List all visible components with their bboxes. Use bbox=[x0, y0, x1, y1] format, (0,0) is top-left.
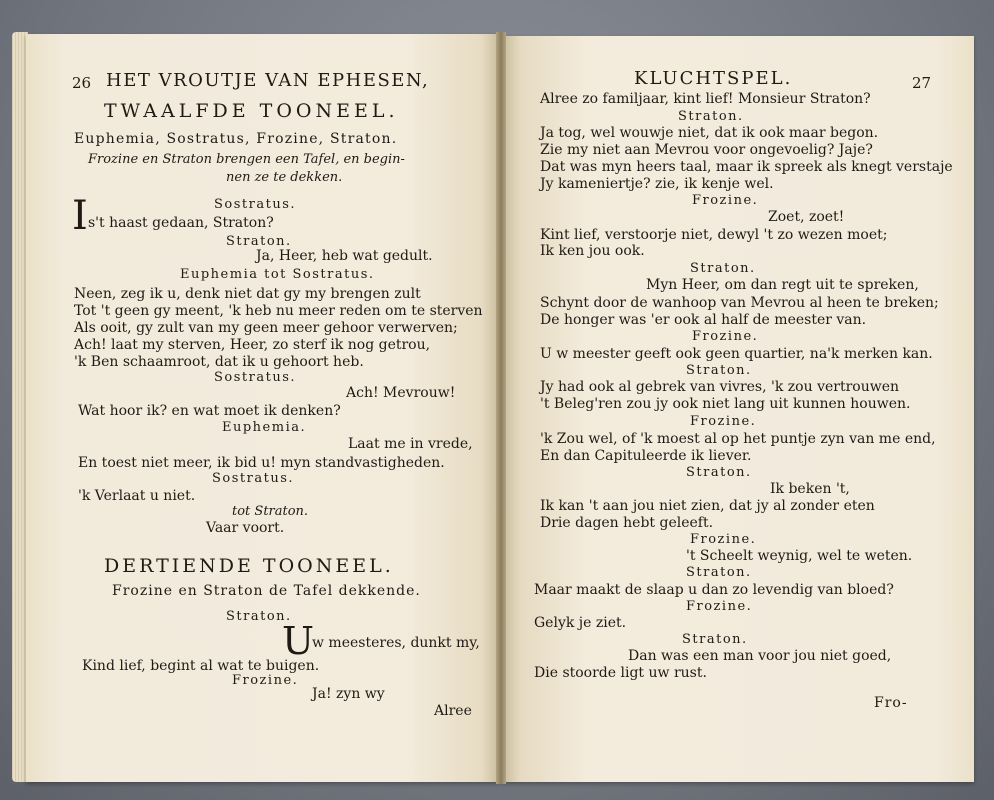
verse-line: Gelyk je ziet. bbox=[534, 615, 627, 631]
speaker-name: Frozine. bbox=[232, 673, 299, 688]
verse-line: w meesteres, dunkt my, bbox=[312, 635, 480, 651]
verse-line: Kind lief, begint al wat te buigen. bbox=[82, 658, 320, 674]
speaker-name: Sostratus. bbox=[212, 471, 294, 486]
speaker-name: Sostratus. bbox=[214, 197, 296, 212]
verse-line: Ik ken jou ook. bbox=[540, 243, 645, 259]
verse-line: s't haast gedaan, Straton? bbox=[88, 215, 274, 231]
scene-title: DERTIENDE TOONEEL. bbox=[104, 555, 394, 577]
character-list: Euphemia, Sostratus, Frozine, Straton. bbox=[74, 131, 398, 147]
verse-line: Zie my niet aan Mevrou voor ongevoelig? Jaje? bbox=[540, 142, 873, 158]
verse-line: Drie dagen hebt geleeft. bbox=[540, 515, 714, 531]
verse-line: Myn Heer, om dan regt uit te spreken, bbox=[646, 277, 919, 293]
drop-cap: I bbox=[72, 193, 88, 239]
speaker-name: Straton. bbox=[226, 234, 292, 249]
book-gutter bbox=[496, 32, 506, 784]
verse-line: Kint lief, verstoorje niet, dewyl 't zo wezen moet; bbox=[540, 227, 888, 243]
speaker-name: Frozine. bbox=[692, 193, 759, 208]
verse-line: 'k Zou wel, of 'k moest al op het puntje zyn van me end, bbox=[540, 431, 936, 447]
speaker-name: Frozine. bbox=[692, 329, 759, 344]
verse-line: De honger was 'er ook al half de meester van. bbox=[540, 312, 867, 328]
speaker-name: Straton. bbox=[226, 609, 292, 624]
verse-line: 't Beleg'ren zou jy ook niet lang uit kunnen houwen. bbox=[540, 396, 911, 412]
speaker-name: Straton. bbox=[686, 465, 752, 480]
character-list: Frozine en Straton de Tafel dekkende. bbox=[112, 583, 421, 599]
verse-line: Dan was een man voor jou niet goed, bbox=[628, 648, 892, 664]
speaker-name: Euphemia. bbox=[222, 420, 307, 435]
verse-line: Ik beken 't, bbox=[770, 481, 850, 497]
verse-line: 'k Ben schaamroot, dat ik u gehoort heb. bbox=[74, 354, 364, 370]
verse-line: Ik kan 't aan jou niet zien, dat jy al zonder eten bbox=[540, 498, 875, 514]
scene-title: TWAALFDE TOONEEL. bbox=[104, 100, 399, 122]
speaker-name: Straton. bbox=[686, 363, 752, 378]
verse-line: Jy kameniertje? zie, ik kenje wel. bbox=[540, 176, 774, 192]
running-head: KLUCHTSPEL. bbox=[634, 68, 793, 89]
speaker-name: Frozine. bbox=[690, 414, 757, 429]
speaker-name: Straton. bbox=[682, 632, 748, 647]
stage-direction: tot Straton. bbox=[232, 504, 309, 519]
speaker-name: Euphemia tot Sostratus. bbox=[180, 267, 375, 282]
catchword: Alree bbox=[434, 703, 472, 719]
verse-line: Schynt door de wanhoop van Mevrou al heen te breken; bbox=[540, 295, 939, 311]
verse-line: En toest niet meer, ik bid u! myn standvastigheden. bbox=[78, 455, 445, 471]
verse-line: En dan Capituleerde ik liever. bbox=[540, 448, 752, 464]
verse-line: Ach! laat my sterven, Heer, zo sterf ik nog getrou, bbox=[74, 337, 431, 353]
stage-direction: nen ze te dekken. bbox=[226, 170, 343, 185]
speaker-name: Frozine. bbox=[686, 599, 753, 614]
verse-line: Als ooit, gy zult van my geen meer gehoor verwerven; bbox=[74, 320, 458, 336]
verse-line: Ja tog, wel wouwje niet, dat ik ook maar begon. bbox=[540, 125, 879, 141]
stage-direction: Frozine en Straton brengen een Tafel, en begin- bbox=[88, 152, 405, 167]
speaker-name: Straton. bbox=[690, 261, 756, 276]
verse-line: Zoet, zoet! bbox=[768, 209, 845, 225]
verse-line: Die stoorde ligt uw rust. bbox=[534, 665, 707, 681]
verse-line: Jy had ook al gebrek van vivres, 'k zou vertrouwen bbox=[540, 379, 900, 395]
catchword: Fro- bbox=[874, 695, 908, 711]
verse-line: Dat was myn heers taal, maar ik spreek als knegt verstaje bbox=[540, 159, 953, 175]
verse-line: Ach! Mevrouw! bbox=[346, 385, 456, 401]
speaker-name: Straton. bbox=[686, 565, 752, 580]
verse-line: Vaar voort. bbox=[206, 520, 285, 536]
speaker-name: Frozine. bbox=[690, 532, 757, 547]
page-number: 26 bbox=[72, 74, 92, 92]
verse-line: 'k Verlaat u niet. bbox=[78, 488, 196, 504]
drop-cap: U bbox=[282, 619, 315, 663]
running-head: HET VROUTJE VAN EPHESEN, bbox=[106, 70, 430, 91]
speaker-name: Straton. bbox=[678, 109, 744, 124]
verse-line: Tot 't geen gy meent, 'k heb nu meer reden om te sterven bbox=[74, 303, 483, 319]
verse-line: Maar maakt de slaap u dan zo levendig van bloed? bbox=[534, 582, 894, 598]
verse-line: Neen, zeg ik u, denk niet dat gy my brengen zult bbox=[74, 286, 421, 302]
verse-line: Ja! zyn wy bbox=[312, 686, 385, 702]
verse-line: Laat me in vrede, bbox=[348, 436, 473, 452]
page-number: 27 bbox=[912, 74, 932, 92]
verse-line: U w meester geeft ook geen quartier, na'k merken kan. bbox=[540, 346, 933, 362]
verse-line: 't Scheelt weynig, wel te weten. bbox=[686, 548, 913, 564]
speaker-name: Sostratus. bbox=[214, 370, 296, 385]
verse-line: Ja, Heer, heb wat gedult. bbox=[256, 248, 433, 264]
verse-line: Alree zo familjaar, kint lief! Monsieur Straton? bbox=[540, 91, 871, 107]
verse-line: Wat hoor ik? en wat moet ik denken? bbox=[78, 403, 341, 419]
